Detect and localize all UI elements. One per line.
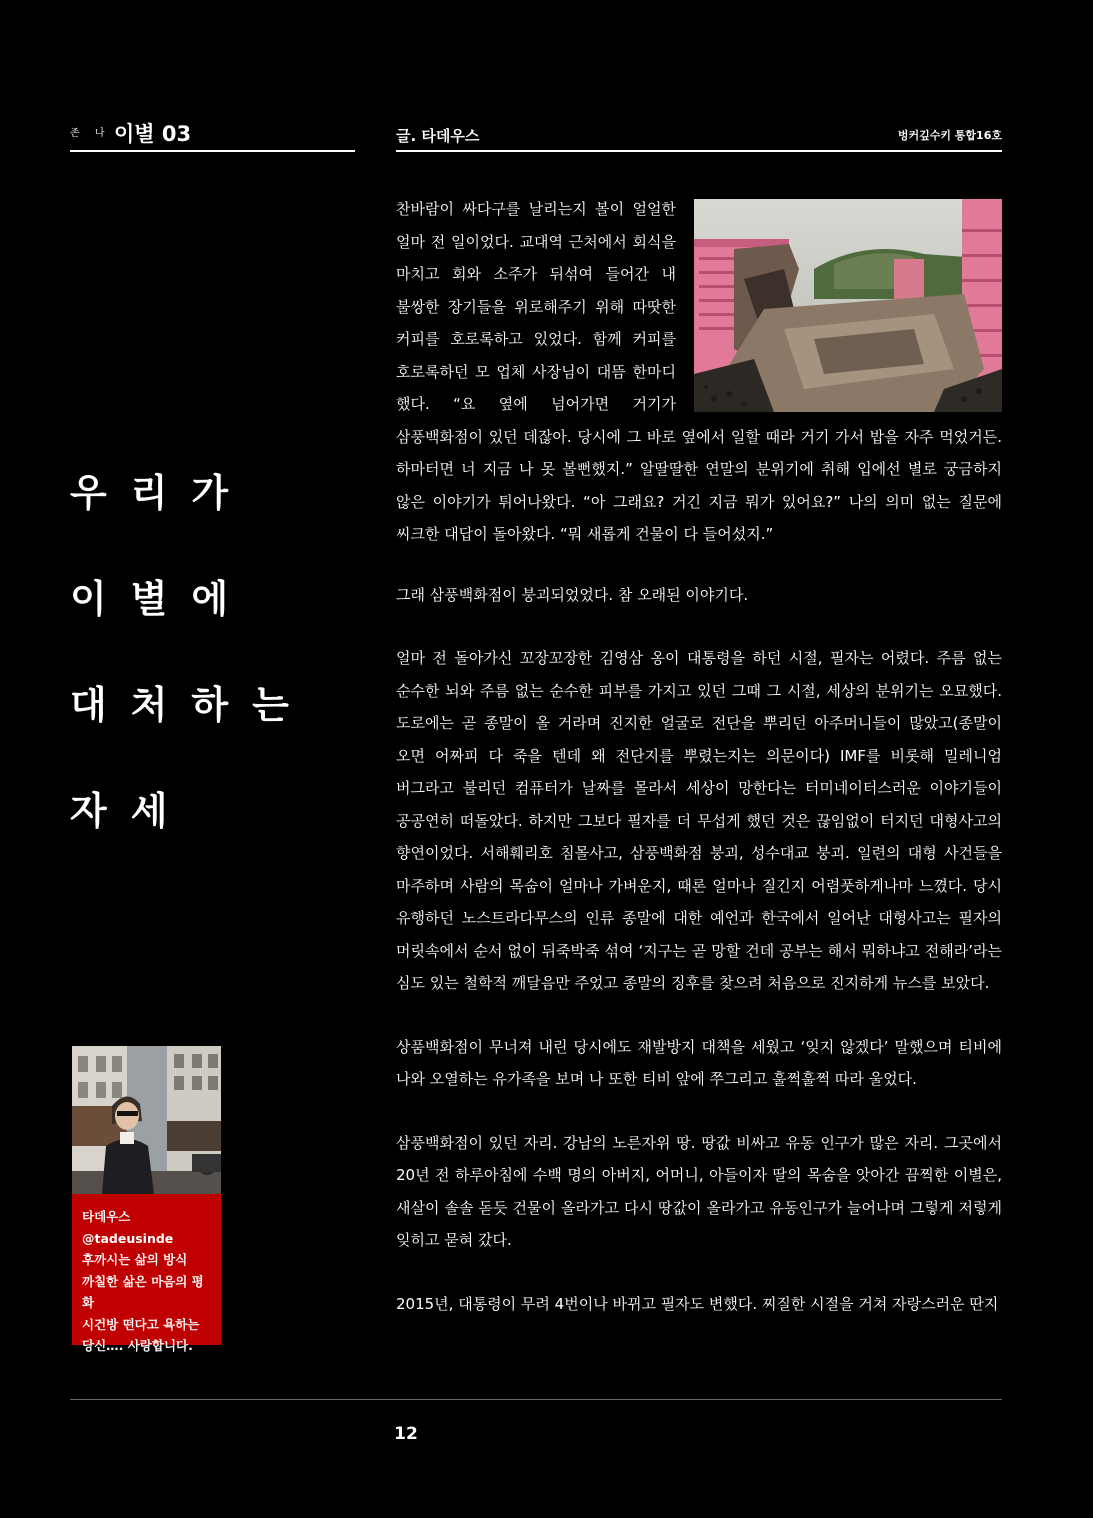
author-bio-line: 당신…. 사랑합니다. <box>82 1338 193 1353</box>
author-handle: @tadeusinde <box>82 1230 174 1246</box>
paragraph-2: 그래 삼풍백화점이 붕괴되었었다. 참 오래된 이야기다. <box>396 585 749 604</box>
author-bio-line: 까칠한 삶은 마음의 평화 <box>82 1273 204 1310</box>
paragraph-4: 상품백화점이 무너져 내린 당시에도 재발방지 대책을 세웠고 ‘잊지 않겠다’ 말했으며 티비에 나와 오열하는 유가족을 보며 나 또한 티비 앞에 쭈그리고 훌쩍훌쩍 따라 울었다. <box>396 1037 1002 1088</box>
headline-line-1: 우리가 <box>70 471 253 515</box>
collapsed-building-photo <box>694 199 1002 412</box>
paragraph-5: 삼풍백화점이 있던 자리. 강남의 노른자위 땅. 땅값 비싸고 유동 인구가 많은 자리. 그곳에서 20년 전 하루아침에 수백 명의 아버지, 어머니, 아들이자 딸의 목숨을 앗아간 끔찍한 이별은, 새살이 솔솔 돋듯 건물이 올라가고 다시 땅값이 올라가고 유동인구가 늘어나며 그렇게 저렇게 잊히고 묻혀 갔다. <box>396 1133 1002 1249</box>
header-left <box>70 118 355 152</box>
issue-label: 벙커깊수키 통합16호 <box>897 129 1002 142</box>
paragraph-1-text: 찬바람이 싸다구를 날리는지 볼이 얼얼한 얼마 전 일이었다. 교대역 근처에서 회식을 마치고 회와 소주가 뒤섞여 들어간 내 불쌍한 장기들을 위로해주기 위해 따땃한 커피를 호로록하고 있었다. 함께 커피를 호로록하던 모 업체 사장님이 대뜸 한마디 했다. “요 옆에 넘어가면 거기가 삼풍백화점이 있던 데잖아. 당시에 그 바로 옆에서 일할 때라 거기 가서 밥을 자주 먹었거든. 하마터면 너 지금 나 못 볼뻔했지.” 알딸딸한 연말의 분위기에 취해 입에선 별로 궁금하지 않은 이야기가 튀어나왔다. “아 그래요? 거긴 지금 뭐가 있어요?” 나의 의미 없는 질문에 씨크한 대답이 돌아왔다. “뭐 새롭게 건물이 다 들어섰지.” <box>396 200 1002 543</box>
author-bio-line: 후까시는 삶의 방식 <box>82 1252 188 1267</box>
article-body <box>396 193 1002 1351</box>
author-name: 타데우스 <box>82 1209 131 1224</box>
headline-line-2: 이별에 <box>70 577 253 621</box>
headline-line-3: 대처하는 <box>70 683 313 727</box>
paragraph-3: 얼마 전 돌아가신 꼬장꼬장한 김영삼 옹이 대통령을 하던 시절, 필자는 어렸다. 주름 없는 순수한 뇌와 주름 없는 순수한 피부를 가지고 있던 그때 그 시절, 세상의 분위기는 오묘했다. 도로에는 곧 종말이 올 거라며 진지한 얼굴로 전단을 뿌리던 아주머니들이 많았고(종말이 오면 어짜피 다 죽을 텐데 왜 전단지를 뿌렸는지는 의문이다) IMF를 비롯해 밀레니엄 버그라고 불리던 컴퓨터가 날짜를 몰라서 세상이 망한다는 터미네이터스러운 이야기들이 공공연히 떠돌았다. 하지만 그보다 필자를 더 무섭게 했던 것은 끊임없이 터지던 대형사고의 향연이었다. 서해훼리호 침몰사고, 삼풍백화점 붕괴, 성수대교 붕괴. 일련의 대형 사건들을 마주하며 사람의 목숨이 얼마나 가벼운지, 때론 얼마나 질긴지 어렴풋하게나마 느꼈다. 당시 유행하던 노스트라다무스의 인류 종말에 대한 예언과 한국에서 일어난 대형사고는 필자의 머릿속에서 순서 없이 뒤죽박죽 섞여 ‘지구는 곧 망할 건데 공부는 해서 뭐하냐고 전해라’라는 심도 있는 철학적 깨달음만 주었고 종말의 징후를 찾으려 처음으로 진지하게 뉴스를 보았다. <box>396 649 1002 992</box>
page-number: 12 <box>394 1424 418 1444</box>
author-bio-line: 시건방 떤다고 욕하는 <box>82 1316 200 1332</box>
author-photo <box>72 1046 221 1194</box>
paragraph-1 <box>396 193 1002 551</box>
headline-line-4: 자세 <box>70 789 192 833</box>
author-box <box>72 1046 221 1353</box>
header-kicker: 존 나 <box>70 128 111 139</box>
footer-divider <box>70 1399 1002 1400</box>
headline <box>70 462 313 886</box>
author-info <box>72 1194 221 1357</box>
section-title: 이별 03 <box>114 122 192 146</box>
byline: 글. 타데우스 <box>396 127 480 145</box>
paragraph-6: 2015년, 대통령이 무려 4번이나 바뀌고 필자도 변했다. 찌질한 시절을 거쳐 자랑스러운 딴지 <box>396 1294 999 1313</box>
header-right <box>396 118 1002 152</box>
